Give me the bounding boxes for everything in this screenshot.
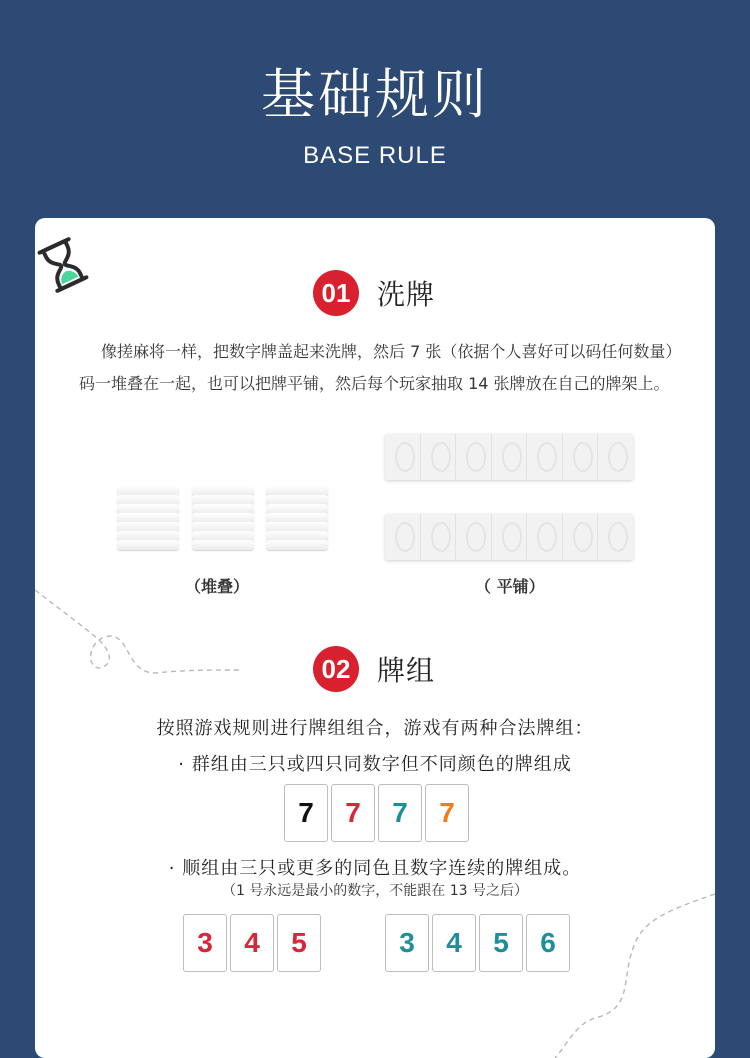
page-title: 基础规则 xyxy=(261,63,489,126)
meld-intro: 按照游戏规则进行牌组组合，游戏有两种合法牌组： xyxy=(156,718,594,739)
section-2-number: 02 xyxy=(313,646,359,692)
number-tile: 3 xyxy=(183,914,227,972)
number-tile: 6 xyxy=(526,914,570,972)
shuffle-paragraph: 像搓麻将一样，把数字牌盖起来洗牌，然后 7 张（依据个人喜好可以码任何数量）码一堆叠在一起，也可以把牌平铺，然后每个玩家抽取 14 张牌放在自己的牌架上。 xyxy=(79,342,674,393)
section-1-title: 洗牌 xyxy=(377,278,436,311)
rules-card xyxy=(35,218,715,1058)
number-tile: 4 xyxy=(230,914,274,972)
hourglass-logo-icon xyxy=(35,232,91,298)
run-rule: · 顺组由三只或更多的同色且数字连续的牌组成。 xyxy=(168,858,582,879)
number-tile: 7 xyxy=(425,784,469,842)
run-note: （1 号永远是最小的数字，不能跟在 13 号之后） xyxy=(221,883,529,899)
stacked-tiles-image xyxy=(192,486,254,558)
flat-caption: （ 平铺） xyxy=(475,577,545,596)
stacked-tiles-image xyxy=(266,486,328,558)
flat-tiles-image xyxy=(385,514,633,560)
section-2-header xyxy=(313,646,435,692)
page-subtitle: BASE RULE xyxy=(303,142,447,169)
stacked-tiles-image xyxy=(117,486,179,558)
number-tile: 5 xyxy=(479,914,523,972)
number-tile: 5 xyxy=(277,914,321,972)
stack-caption: （堆叠） xyxy=(185,577,250,596)
number-tile: 7 xyxy=(331,784,375,842)
group-rule: · 群组由三只或四只同数字但不同颜色的牌组成 xyxy=(178,754,572,775)
number-tile: 4 xyxy=(432,914,476,972)
number-tile: 3 xyxy=(385,914,429,972)
flat-tiles-image xyxy=(385,434,633,480)
number-tile: 7 xyxy=(378,784,422,842)
section-2-title: 牌组 xyxy=(377,654,436,687)
section-1-header xyxy=(313,270,435,316)
section-1-number: 01 xyxy=(313,270,359,316)
number-tile: 7 xyxy=(284,784,328,842)
